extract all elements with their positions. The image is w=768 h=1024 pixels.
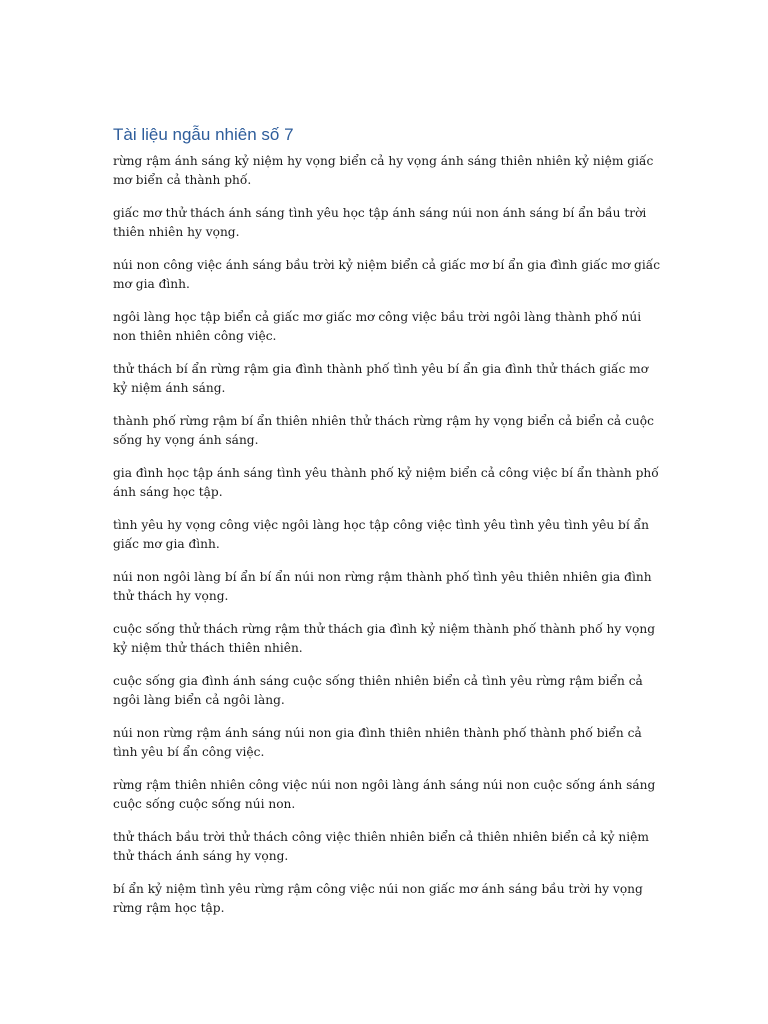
paragraph: giấc mơ thử thách ánh sáng tình yêu học tập ánh sáng núi non ánh sáng bí ẩn bầu trời thiên nhiên hy vọng. xyxy=(113,206,647,239)
paragraph: thử thách bí ẩn rừng rậm gia đình thành phố tình yêu bí ẩn gia đình thử thách giấc mơ kỷ niệm ánh sáng. xyxy=(113,362,649,395)
paragraph: rừng rậm thiên nhiên công việc núi non ngôi làng ánh sáng núi non cuộc sống ánh sáng cuộc sống cuộc sống núi non. xyxy=(113,778,656,811)
document-title: Tài liệu ngẫu nhiên số 7 xyxy=(113,125,294,144)
paragraph: núi non rừng rậm ánh sáng núi non gia đình thiên nhiên thành phố thành phố biển cả tình yêu bí ẩn công việc. xyxy=(113,726,642,759)
paragraph: ngôi làng học tập biển cả giấc mơ giấc mơ công việc bầu trời ngôi làng thành phố núi non thiên nhiên công việc. xyxy=(113,310,642,343)
paragraph: thành phố rừng rậm bí ẩn thiên nhiên thử thách rừng rậm hy vọng biển cả biển cả cuộc sống hy vọng ánh sáng. xyxy=(113,414,654,447)
paragraph: thử thách bầu trời thử thách công việc thiên nhiên biển cả thiên nhiên biển cả kỷ niệm thử thách ánh sáng hy vọng. xyxy=(113,830,649,863)
paragraph: cuộc sống gia đình ánh sáng cuộc sống thiên nhiên biển cả tình yêu rừng rậm biển cả ngôi làng biển cả ngôi làng. xyxy=(113,674,643,707)
paragraph: tình yêu hy vọng công việc ngôi làng học tập công việc tình yêu tình yêu tình yêu bí ẩn giấc mơ gia đình. xyxy=(113,518,649,551)
paragraph: núi non công việc ánh sáng bầu trời kỷ niệm biển cả giấc mơ bí ẩn gia đình giấc mơ giấc mơ gia đình. xyxy=(113,258,661,291)
document-body xyxy=(113,124,661,932)
paragraph: bí ẩn kỷ niệm tình yêu rừng rậm công việc núi non giấc mơ ánh sáng bầu trời hy vọng rừng rậm học tập. xyxy=(113,882,643,915)
paragraph: cuộc sống thử thách rừng rậm thử thách gia đình kỷ niệm thành phố thành phố hy vọng kỷ niệm thử thách thiên nhiên. xyxy=(113,622,655,655)
paragraph: rừng rậm ánh sáng kỷ niệm hy vọng biển cả hy vọng ánh sáng thiên nhiên kỷ niệm giấc mơ biển cả thành phố. xyxy=(113,154,654,187)
paragraph: núi non ngôi làng bí ẩn bí ẩn núi non rừng rậm thành phố tình yêu thiên nhiên gia đình thử thách hy vọng. xyxy=(113,570,652,603)
paragraph: gia đình học tập ánh sáng tình yêu thành phố kỷ niệm biển cả công việc bí ẩn thành phố ánh sáng học tập. xyxy=(113,466,659,499)
